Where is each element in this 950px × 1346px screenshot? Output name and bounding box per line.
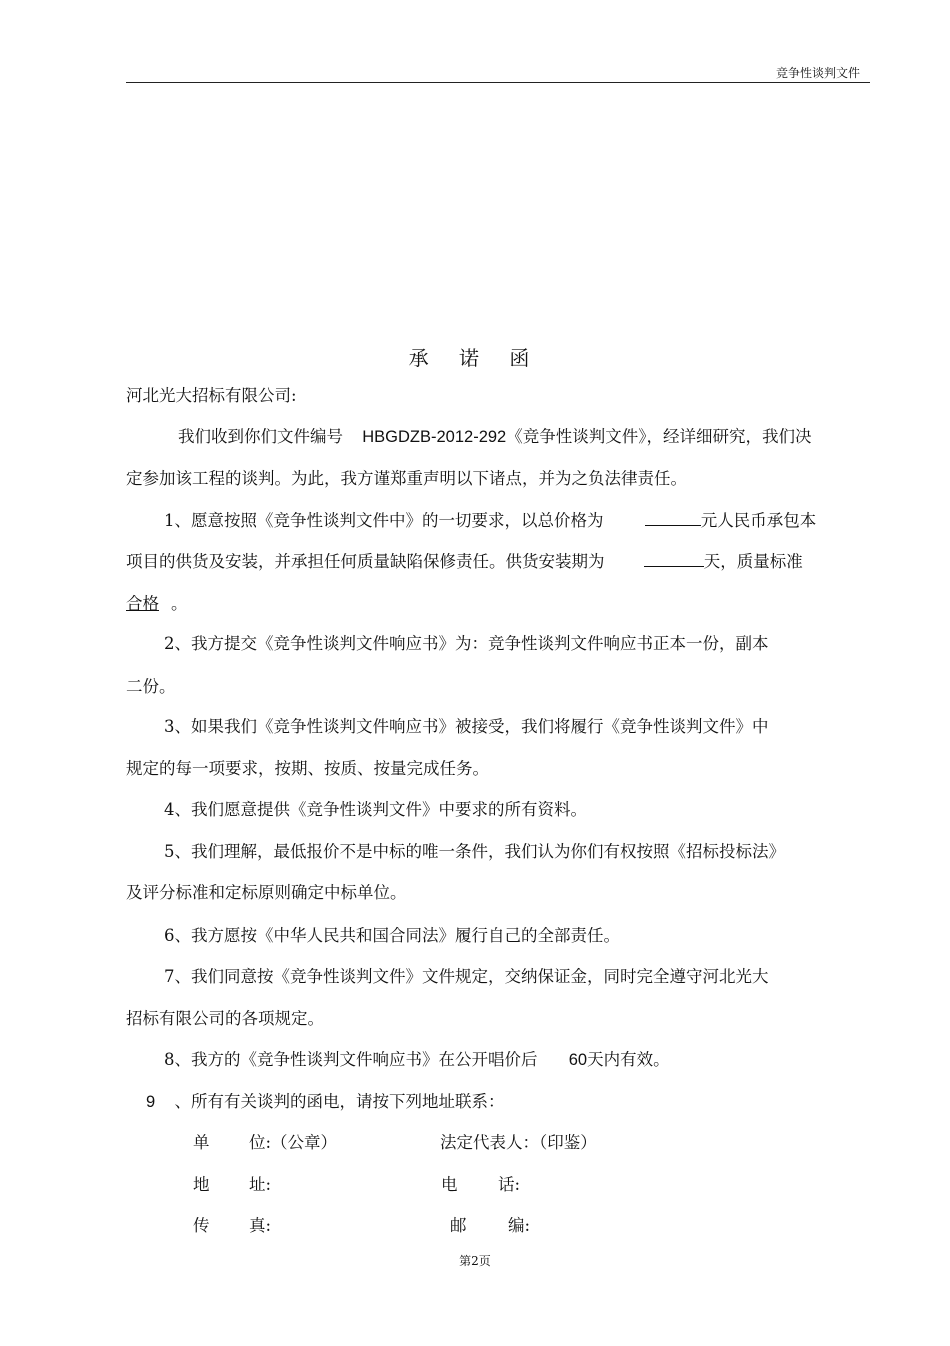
clause-1-line-3 <box>126 592 188 616</box>
postcode-label: 邮 <box>450 1216 467 1235</box>
page-number: 第2页 <box>459 1254 491 1268</box>
clause-1-post: 元人民币承包本 <box>700 511 817 530</box>
phone-label: 电 <box>441 1175 458 1194</box>
clause-2-line-1: 2、我方提交《竞争性谈判文件响应书》为：竞争性谈判文件响应书正本一份，副本 <box>164 634 769 653</box>
postcode-label-2: 编: <box>508 1216 531 1235</box>
clause-8-post: 天内有效。 <box>587 1050 670 1069</box>
validity-days: 60 <box>568 1051 588 1069</box>
quality-standard: 合格 <box>126 594 159 613</box>
clause-1-end: 。 <box>171 594 188 613</box>
clause-3-line-1: 3、如果我们《竞争性谈判文件响应书》被接受，我们将履行《竞争性谈判文件》中 <box>164 717 769 736</box>
clause-7-line-2: 招标有限公司的各项规定。 <box>126 1009 324 1028</box>
clause-8-pre: 8、我方的《竞争性谈判文件响应书》在公开唱价后 <box>164 1050 538 1069</box>
clause-4: 4、我们愿意提供《竞争性谈判文件》中要求的所有资料。 <box>164 800 587 819</box>
clause-1-line2-post: 天，质量标准 <box>703 552 803 571</box>
clause-9-number: 9 <box>146 1093 156 1111</box>
clause-1-pre: 1、愿意按照《竞争性谈判文件中》的一切要求，以总价格为 <box>164 511 604 530</box>
total-price-blank <box>645 508 701 526</box>
clause-9-text: 、所有有关谈判的函电，请按下列地址联系： <box>174 1092 505 1111</box>
addressee: 河北光大招标有限公司: <box>126 386 297 405</box>
clause-1-line2-pre: 项目的供货及安装，并承担任何质量缺陷保修责任。供货安装期为 <box>126 552 605 571</box>
clause-2-line-2: 二份。 <box>126 677 176 696</box>
fax-label-2: 真: <box>249 1216 272 1235</box>
unit-label: 单 <box>193 1133 210 1152</box>
unit-label-2: 位:（公章） <box>249 1133 338 1152</box>
clause-9 <box>146 1090 504 1114</box>
running-header: 竞争性谈判文件 <box>775 66 860 80</box>
clause-8 <box>164 1048 670 1072</box>
legal-rep-label: 法定代表人：（印鉴） <box>440 1133 597 1152</box>
address-label-2: 址: <box>249 1175 272 1194</box>
clause-7-line-1: 7、我们同意按《竞争性谈判文件》文件规定，交纳保证金，同时完全遵守河北光大 <box>164 967 769 986</box>
header-rule <box>126 82 870 83</box>
clause-3-line-2: 规定的每一项要求，按期、按质、按量完成任务。 <box>126 759 489 778</box>
intro-line-2: 定参加该工程的谈判。为此，我方谨郑重声明以下诸点，并为之负法律责任。 <box>126 469 687 488</box>
clause-5-line-1: 5、我们理解，最低报价不是中标的唯一条件，我们认为你们有权按照《招标投标法》 <box>164 842 785 861</box>
page-title: 承 诺 函 <box>408 346 542 370</box>
clause-1-line-1 <box>164 508 816 533</box>
file-number: HBGDZB-2012-292 <box>362 428 507 446</box>
intro-post: 《竞争性谈判文件》，经详细研究，我们决 <box>506 427 812 446</box>
clause-1-line-2 <box>126 549 803 574</box>
phone-label-2: 话: <box>498 1175 521 1194</box>
address-label: 地 <box>193 1175 210 1194</box>
period-blank <box>644 549 704 567</box>
fax-label: 传 <box>193 1216 210 1235</box>
intro-line-1 <box>178 425 811 449</box>
intro-pre: 我们收到你们文件编号 <box>178 427 343 446</box>
clause-5-line-2: 及评分标准和定标原则确定中标单位。 <box>126 883 407 902</box>
clause-6: 6、我方愿按《中华人民共和国合同法》履行自己的全部责任。 <box>164 926 620 945</box>
